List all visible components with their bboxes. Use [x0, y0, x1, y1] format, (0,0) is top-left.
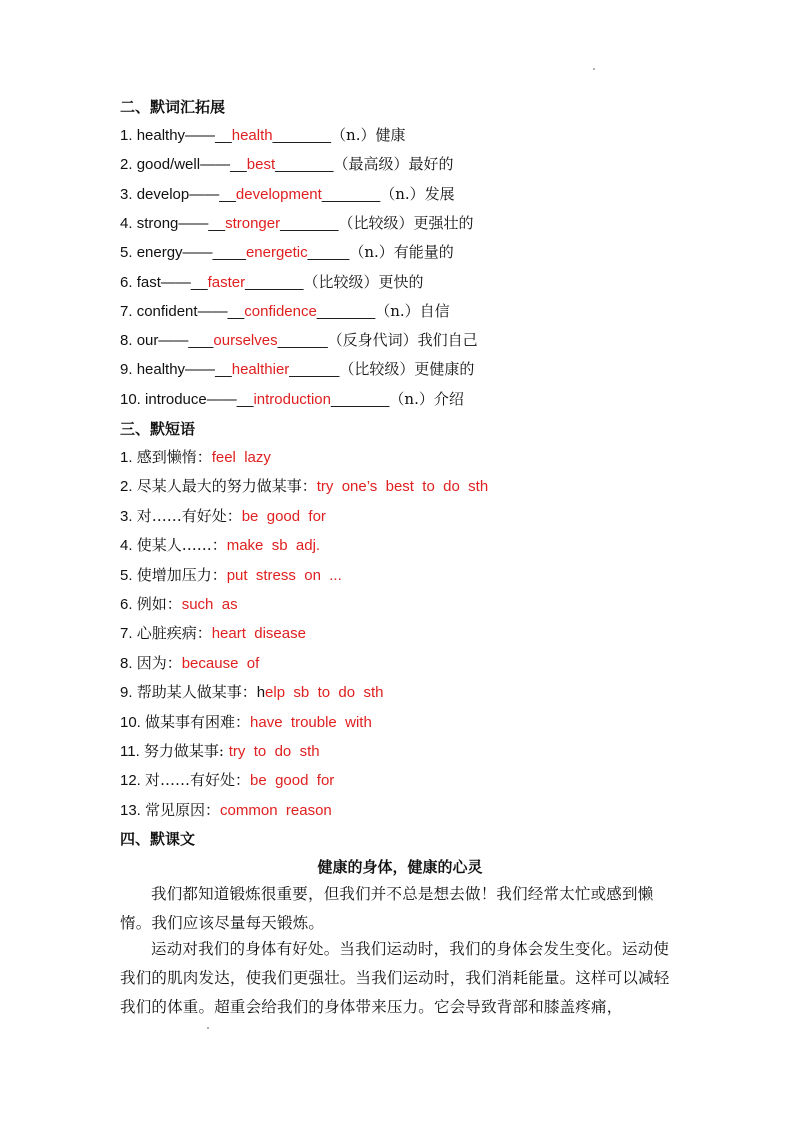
- item-number: 8.: [120, 654, 137, 672]
- vocab-note: （反身代词）我们自己: [327, 331, 478, 350]
- item-number: 3.: [120, 507, 137, 525]
- item-number: 13.: [120, 801, 146, 819]
- vocab-item: [120, 213, 474, 234]
- vocab-word: energy——: [136, 244, 213, 262]
- phrase-answer: feel lazy: [211, 449, 271, 466]
- vocab-note: （n.）发展: [380, 184, 455, 203]
- vocab-word: strong——: [136, 214, 209, 232]
- answer-blank: _______: [316, 302, 376, 320]
- phrase-item: [120, 800, 332, 821]
- vocab-word: develop——: [136, 185, 220, 203]
- vocab-note: （n.）健康: [331, 126, 406, 144]
- vocab-note: （比较级）更健康的: [339, 360, 475, 379]
- item-number: 10.: [120, 713, 146, 731]
- answer-blank: __: [190, 273, 208, 291]
- vocab-answer: introduction: [253, 390, 331, 408]
- phrase-item: [120, 447, 271, 468]
- phrase-answer: heart disease: [211, 625, 306, 643]
- vocab-note: （n.）介绍: [389, 389, 464, 408]
- item-number: 8.: [120, 332, 137, 350]
- vocab-item: [120, 359, 474, 380]
- section-title-text: 四、默课文: [120, 830, 196, 848]
- phrase-prompt: 尽某人最大的努力做某事：: [136, 477, 317, 496]
- vocab-note: （最高级）最好的: [333, 155, 454, 174]
- phrase-prompt: 做某事有困难：: [145, 712, 251, 731]
- item-number: 1.: [120, 449, 137, 466]
- vocab-word: introduce——: [145, 390, 237, 408]
- vocab-word: confident——: [136, 302, 228, 320]
- answer-blank: _______: [272, 127, 332, 144]
- answer-blank: ____: [212, 244, 246, 262]
- answer-blank: _____: [307, 244, 350, 262]
- phrase-answer: such as: [181, 596, 238, 613]
- answer-blank: _______: [321, 185, 381, 203]
- phrase-answer: be good for: [241, 507, 326, 525]
- vocab-answer: health: [231, 127, 273, 144]
- answer-blank: __: [208, 214, 226, 232]
- vocab-note: （比较级）更强壮的: [338, 213, 474, 232]
- phrase-prompt: 努力做某事:: [143, 742, 229, 760]
- vocab-answer: ourselves: [213, 332, 278, 350]
- vocab-item: [120, 301, 450, 322]
- vocab-answer: stronger: [225, 214, 281, 232]
- phrase-prompt: 心脏疾病：: [136, 624, 212, 643]
- story-title: 健康的身体，健康的心灵: [317, 858, 483, 876]
- story-paragraph-2: 运动对我们的身体有好处。当我们运动时，我们的身体会发生变化。运动使我们的肌肉发达，使我们更强壮。当我们运动时，我们消耗能量。这样可以减轻我们的体重。超重会给我们的身体带来压力。它会导致背部和膝盖疼痛，: [120, 940, 670, 1016]
- phrase-prompt: 感到懒惰：: [136, 448, 212, 466]
- vocab-note: （比较级）更快的: [303, 272, 424, 291]
- phrase-prompt: 对……有好处：: [145, 771, 251, 790]
- vocab-item: [120, 184, 455, 205]
- phrase-answer: try one’s best to do sth: [316, 478, 489, 496]
- item-number: 4.: [120, 214, 137, 232]
- item-number: 7.: [120, 625, 137, 643]
- answer-blank: __: [215, 127, 232, 144]
- phrase-item: [120, 476, 488, 497]
- phrase-prompt: 常见原因：: [145, 800, 221, 819]
- answer-blank: _______: [280, 214, 339, 232]
- vocab-item: [120, 389, 464, 410]
- answer-blank: _______: [245, 273, 304, 291]
- phrase-prompt: 例如：: [136, 595, 182, 613]
- phrase-prompt: 使某人……：: [136, 536, 227, 555]
- story-paragraph-1: 我们都知道锻炼很重要，但我们并不总是想去做！我们经常太忙或感到懒惰。我们应该尽量每天锻炼。: [120, 885, 654, 932]
- phrase-item: [120, 770, 334, 791]
- item-number: 5.: [120, 566, 137, 584]
- vocab-word: our——: [136, 332, 189, 350]
- item-number: 12.: [120, 772, 146, 790]
- item-number: 6.: [120, 273, 137, 291]
- phrase-answer: be good for: [250, 772, 335, 790]
- answer-blank: _______: [275, 156, 334, 174]
- item-number: 7.: [120, 302, 137, 320]
- phrase-item: [120, 594, 238, 615]
- answer-blank: ______: [277, 332, 328, 350]
- vocab-answer: best: [246, 156, 276, 174]
- answer-blank: __: [219, 185, 236, 203]
- vocab-item: [120, 125, 405, 146]
- vocab-item: [120, 242, 454, 263]
- phrase-item: [120, 741, 320, 762]
- phrase-prompt: 因为：: [136, 653, 182, 672]
- answer-blank: ___: [188, 332, 214, 350]
- phrase-answer: put stress on ...: [226, 566, 342, 584]
- phrase-item: [120, 506, 326, 527]
- vocab-word: healthy——: [136, 361, 216, 379]
- vocab-answer: development: [235, 185, 322, 203]
- phrase-item: [120, 712, 372, 733]
- vocab-answer: faster: [207, 273, 246, 291]
- item-number: 5.: [120, 244, 137, 262]
- item-number: 9.: [120, 684, 137, 702]
- phrase-answer: common reason: [220, 801, 332, 819]
- vocab-word: good/well——: [136, 156, 231, 174]
- answer-blank: __: [215, 361, 232, 379]
- phrase-lead: h: [256, 684, 266, 702]
- phrase-item: [120, 535, 320, 556]
- vocab-answer: confidence: [244, 302, 317, 320]
- vocab-item: [120, 330, 478, 351]
- item-number: 2.: [120, 478, 137, 496]
- vocab-answer: energetic: [245, 244, 308, 262]
- item-number: 11.: [120, 743, 144, 760]
- phrase-answer: try to do sth: [228, 743, 320, 760]
- item-number: 3.: [120, 185, 137, 203]
- vocab-note: （n.）有能量的: [349, 243, 454, 262]
- section-title-phrases: 三、默短语: [120, 420, 196, 438]
- scan-dot: [207, 1027, 209, 1029]
- vocab-note: （n.）自信: [375, 301, 450, 320]
- phrase-item: [120, 682, 383, 703]
- vocab-answer: healthier: [231, 361, 290, 379]
- answer-blank: __: [230, 156, 247, 174]
- item-number: 2.: [120, 156, 137, 174]
- phrase-prompt: 对……有好处：: [136, 506, 242, 525]
- vocab-word: healthy——: [136, 127, 216, 144]
- answer-blank: ______: [289, 361, 340, 379]
- item-number: 9.: [120, 361, 137, 379]
- phrase-prompt: 使增加压力：: [136, 565, 227, 584]
- phrase-item: [120, 653, 259, 674]
- answer-blank: __: [227, 302, 245, 320]
- item-number: 4.: [120, 537, 137, 555]
- phrase-answer: have trouble with: [250, 713, 372, 731]
- phrase-prompt: 帮助某人做某事：: [136, 683, 257, 702]
- item-number: 1.: [120, 127, 137, 144]
- phrase-answer: elp sb to do sth: [265, 684, 384, 702]
- answer-blank: _______: [331, 390, 390, 408]
- item-number: 10.: [120, 390, 146, 408]
- phrase-item: [120, 565, 342, 586]
- answer-blank: __: [236, 390, 254, 408]
- vocab-item: [120, 154, 454, 175]
- item-number: 6.: [120, 596, 137, 613]
- phrase-item: [120, 623, 306, 644]
- phrase-answer: make sb adj.: [226, 537, 321, 555]
- vocab-item: [120, 272, 424, 293]
- phrase-answer: because of: [181, 654, 260, 672]
- vocab-word: fast——: [136, 273, 191, 291]
- section-title-vocab: 二、默词汇拓展: [120, 98, 226, 116]
- scan-dot: [593, 68, 595, 70]
